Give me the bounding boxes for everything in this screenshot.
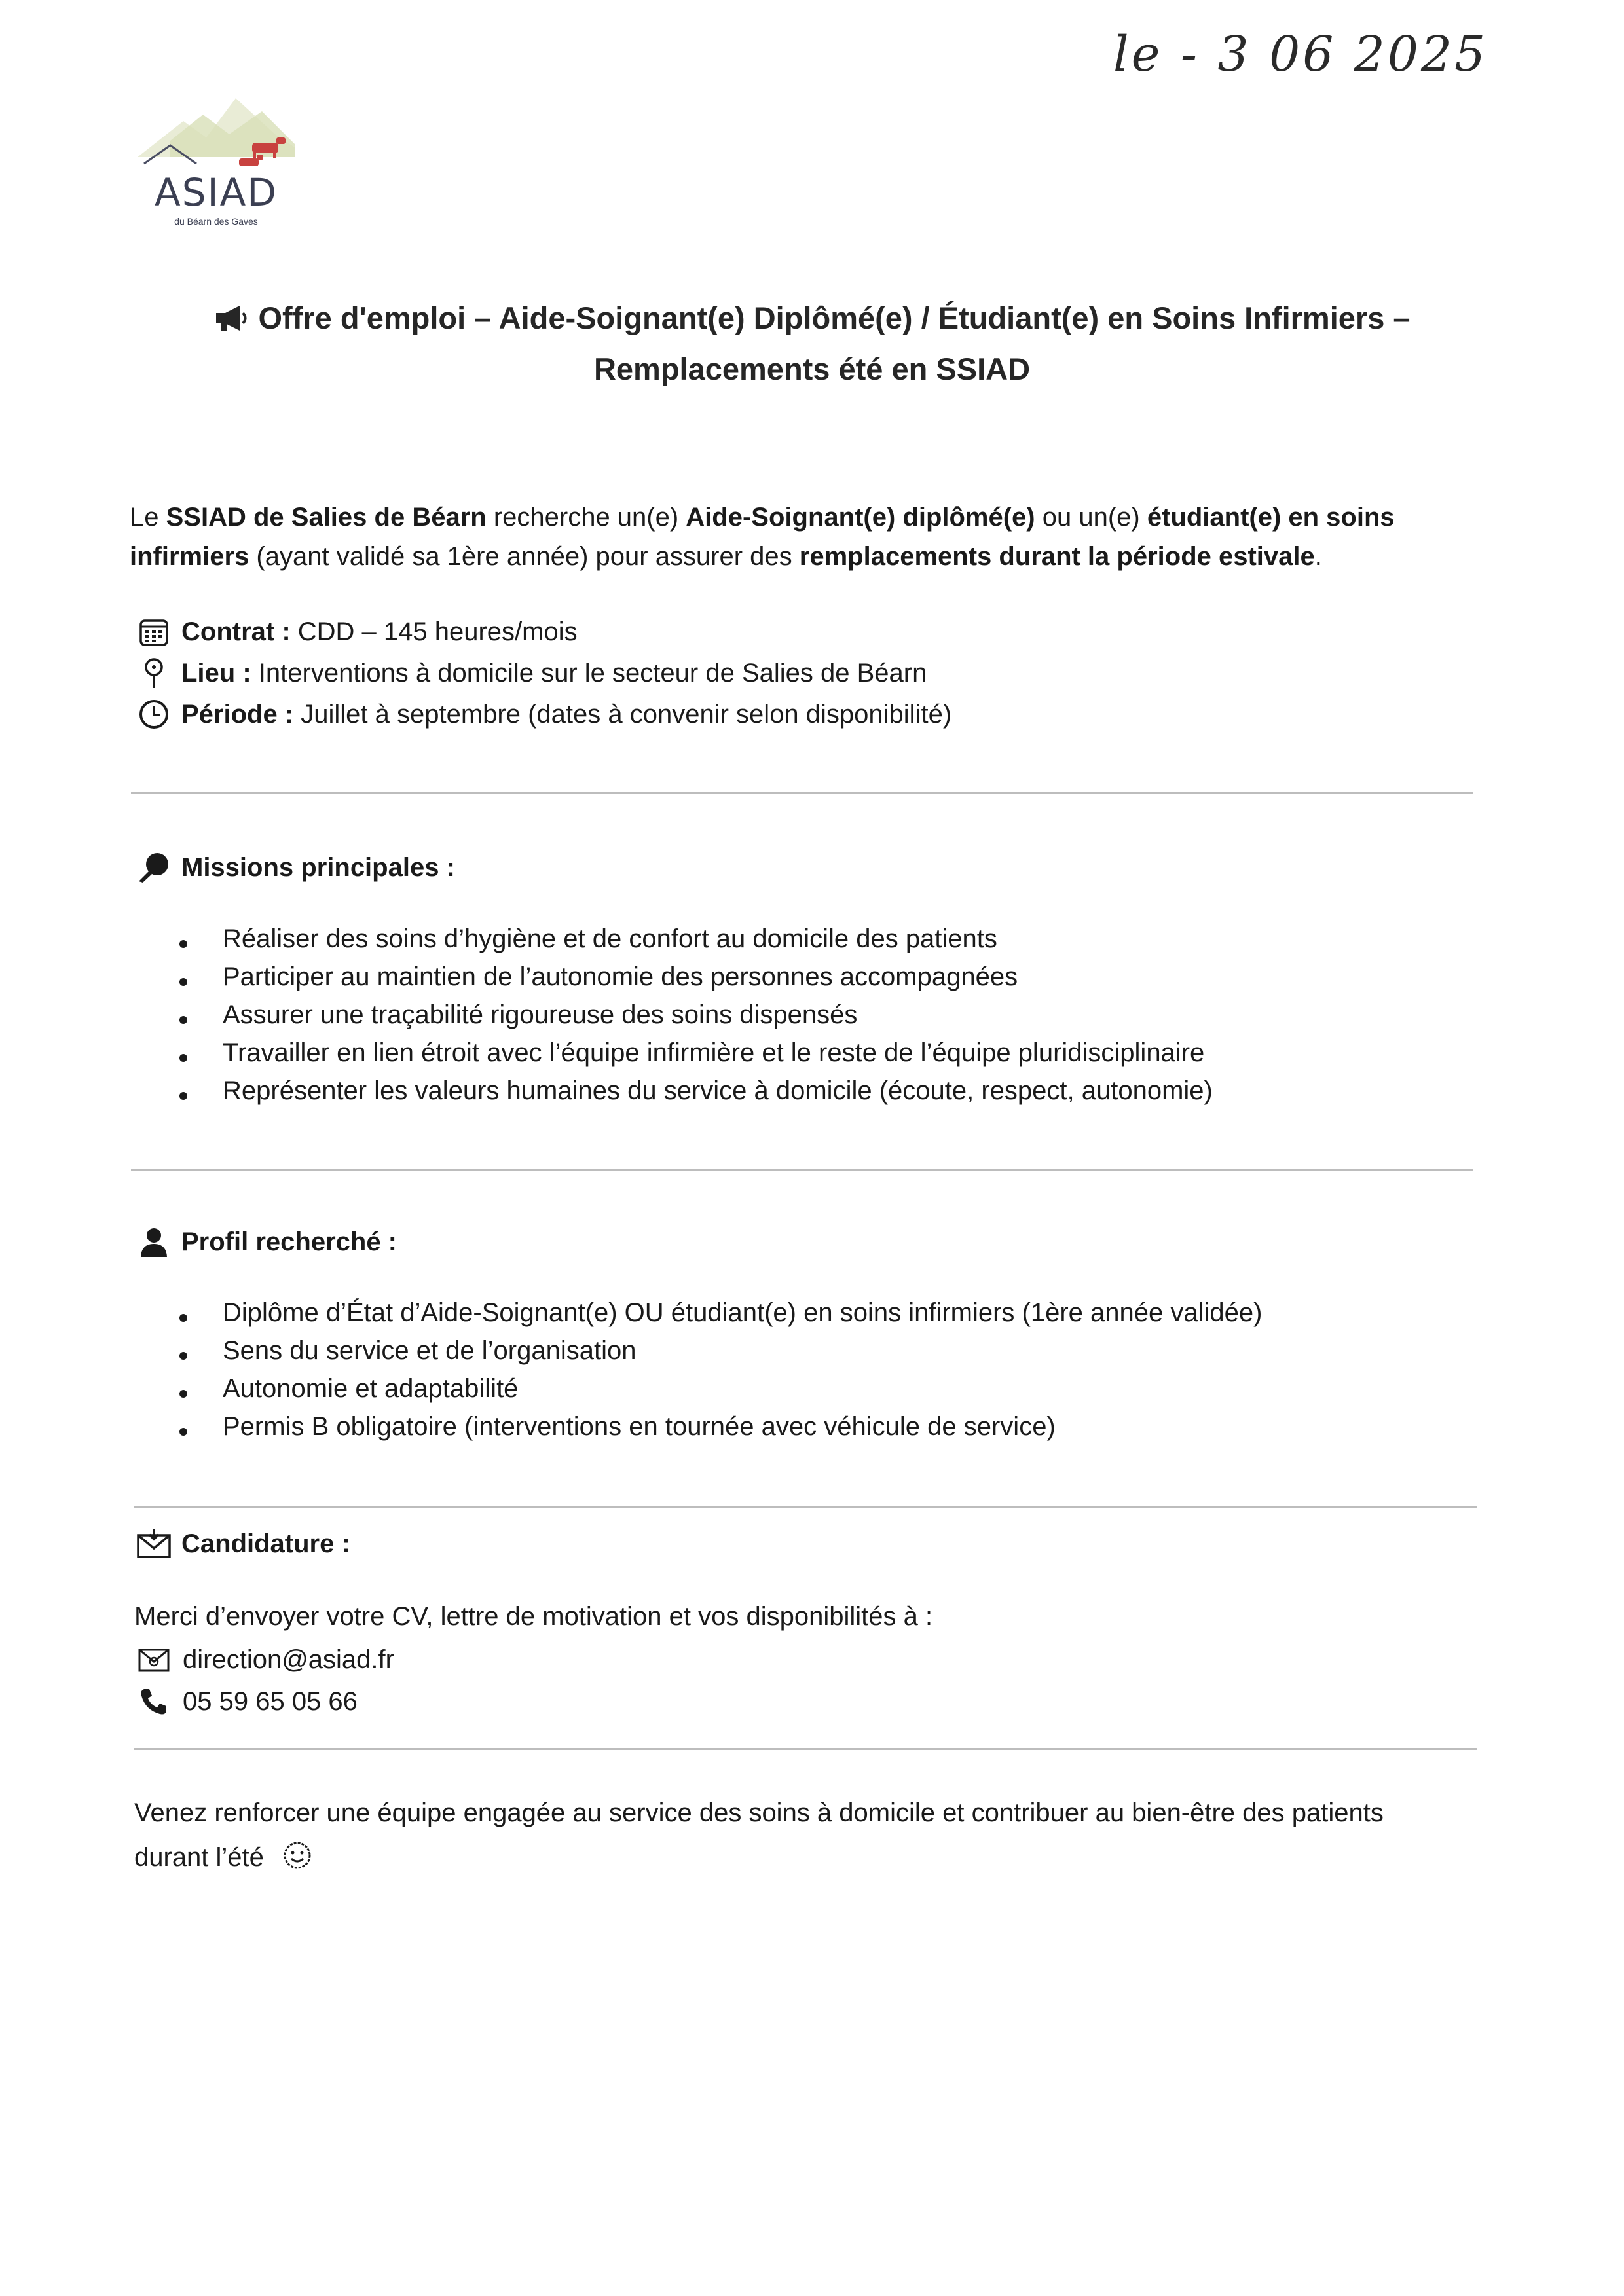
candidature-heading	[134, 1529, 350, 1559]
intro-bold: remplacements durant la période estivale	[799, 542, 1315, 571]
info-value: CDD – 145 heures/mois	[290, 617, 578, 646]
intro-bold: SSIAD de Salies de Béarn	[166, 503, 487, 532]
info-label: Lieu :	[181, 658, 251, 687]
asiad-logo	[131, 85, 301, 236]
email-icon	[134, 1647, 174, 1673]
page-title	[157, 295, 1467, 393]
intro-paragraph	[130, 498, 1479, 576]
intro-text: ou un(e)	[1035, 503, 1147, 532]
list-item: Permis B obligatoire (interventions en tournée avec véhicule de service)	[177, 1408, 1262, 1446]
info-value: Interventions à domicile sur le secteur de Salies de Béarn	[251, 658, 927, 687]
contact-email	[134, 1645, 394, 1675]
title-line-2: Remplacements été en SSIAD	[593, 352, 1031, 386]
list-item: Assurer une traçabilité rigoureuse des soins dispensés	[177, 996, 1213, 1034]
pin-icon	[134, 657, 174, 689]
phone-number[interactable]: 05 59 65 05 66	[183, 1686, 358, 1716]
info-row-contrat	[134, 612, 578, 651]
profil-title: Profil recherché :	[181, 1227, 397, 1256]
closing-paragraph	[134, 1791, 1496, 1885]
phone-icon	[134, 1686, 174, 1717]
list-item: Diplôme d’État d’Aide-Soignant(e) OU étudiant(e) en soins infirmiers (1ère année validée)	[177, 1294, 1262, 1332]
logo-subtitle: du Béarn des Gaves	[174, 216, 258, 227]
person-icon	[134, 1226, 174, 1258]
intro-text: (ayant validé sa 1ère année) pour assurer des	[249, 542, 800, 571]
missions-list	[177, 920, 1213, 1110]
divider	[131, 792, 1473, 794]
clock-icon	[134, 699, 174, 730]
list-item: Réaliser des soins d’hygiène et de confort au domicile des patients	[177, 920, 1213, 958]
list-item: Travailler en lien étroit avec l’équipe infirmière et le reste de l’équipe pluridisciplinaire	[177, 1034, 1213, 1072]
key-icon	[134, 851, 174, 884]
divider	[131, 1169, 1473, 1171]
smiley-icon	[282, 1840, 313, 1885]
closing-line-1: Venez renforcer une équipe engagée au service des soins à domicile et contribuer au bien-être des patients	[134, 1798, 1384, 1827]
intro-bold: Aide-Soignant(e) diplômé(e)	[686, 503, 1035, 532]
list-item: Autonomie et adaptabilité	[177, 1370, 1262, 1408]
contact-phone	[134, 1686, 358, 1717]
intro-text: Le	[130, 503, 166, 532]
info-label: Contrat :	[181, 617, 291, 646]
title-line-1: Offre d'emploi – Aide-Soignant(e) Diplômé(e) / Étudiant(e) en Soins Infirmiers –	[258, 301, 1411, 335]
email-address[interactable]: direction@asiad.fr	[183, 1645, 394, 1674]
envelope-icon	[134, 1529, 174, 1559]
mountain-logo-graphic	[131, 85, 301, 177]
divider	[134, 1748, 1477, 1750]
intro-bold: étudiant(e) en soins infirmiers	[130, 503, 1395, 571]
closing-line-2: durant l’été	[134, 1843, 264, 1872]
handwritten-date: le - 3 06 2025	[1113, 26, 1488, 82]
intro-text: recherche un(e)	[486, 503, 686, 532]
intro-text: .	[1314, 542, 1322, 571]
profil-list	[177, 1294, 1262, 1446]
candidature-title: Candidature :	[181, 1529, 350, 1558]
missions-heading	[134, 851, 455, 884]
info-label: Période :	[181, 699, 294, 729]
missions-title: Missions principales :	[181, 852, 455, 882]
list-item: Sens du service et de l’organisation	[177, 1332, 1262, 1370]
list-item: Représenter les valeurs humaines du service à domicile (écoute, respect, autonomie)	[177, 1072, 1213, 1110]
info-row-lieu	[134, 653, 927, 693]
calendar-icon	[134, 617, 174, 647]
logo-name: ASIAD	[155, 170, 278, 215]
info-row-periode	[134, 695, 951, 734]
list-item: Participer au maintien de l’autonomie des personnes accompagnées	[177, 958, 1213, 996]
candidature-text: Merci d’envoyer votre CV, lettre de motivation et vos disponibilités à :	[134, 1602, 933, 1631]
info-value: Juillet à septembre (dates à convenir selon disponibilité)	[293, 699, 952, 729]
profil-heading	[134, 1226, 397, 1258]
divider	[134, 1506, 1477, 1508]
megaphone-icon	[213, 299, 249, 346]
